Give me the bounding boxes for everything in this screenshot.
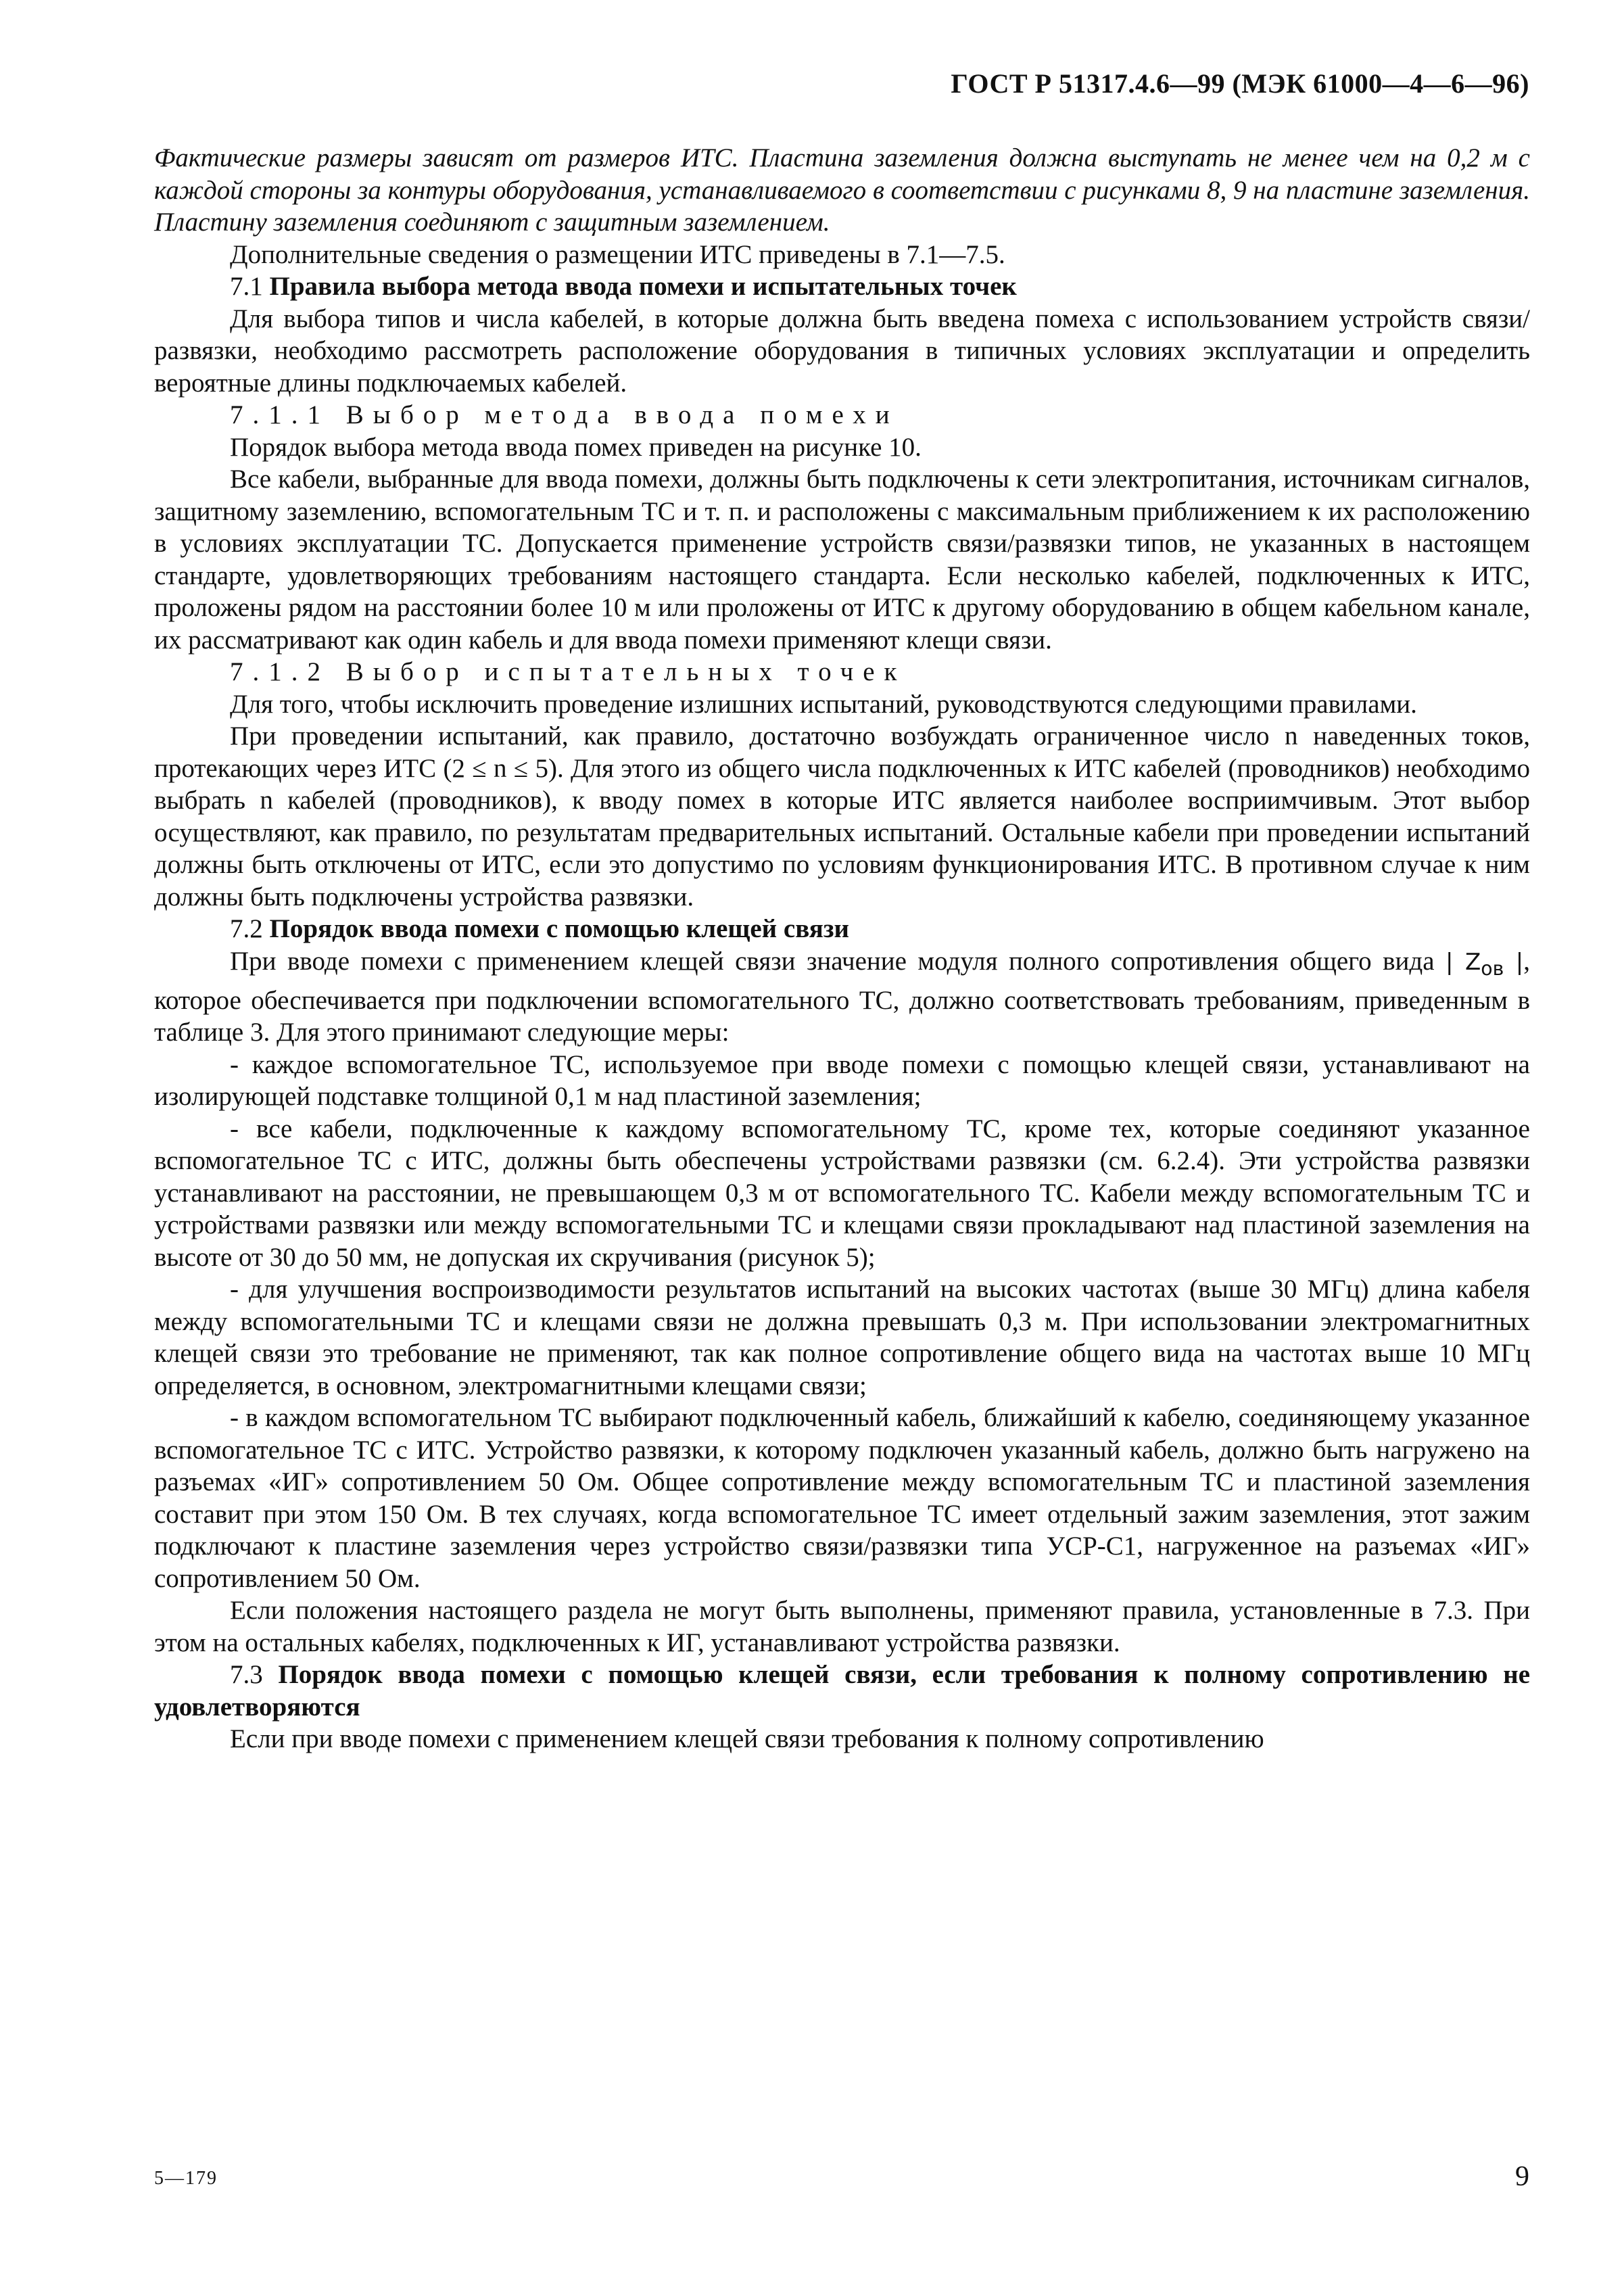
paragraph: Дополнительные сведения о размещении ИТС приведены в 7.1—7.5. xyxy=(230,239,1005,269)
section-title: Порядок ввода помехи с помощью клещей связи, если требования к полному сопротивлению не удовлетворяются xyxy=(154,1660,1531,1722)
section-heading-7-3 xyxy=(154,1659,1530,1723)
paragraph: При проведении испытаний, как правило, достаточно возбуждать ограниченное число n наведенных токов, протекающих через ИТС (2 ≤ n ≤ 5). Для этого из общего числа подключенных к ИТС кабелей (проводников) необходимо выбрать n кабелей (проводников), к вводу помех в которые ИТС является наиболее восприимчивым. Этот выбор осуществляют, как правило, по результатам предварительных испытаний. Остальные кабели при проведении испытаний должны быть отключены от ИТС, если это допустимо по условиям функционирования ИТС. В противном случае к ним должны быть подключены устройства развязки. xyxy=(154,721,1530,911)
impedance-symbol xyxy=(1446,948,1524,980)
document-header: ГОСТ Р 51317.4.6—99 (МЭК 61000—4—6—96) xyxy=(951,68,1529,99)
section-heading-7-1 xyxy=(154,270,1530,303)
text-run: При вводе помехи с применением клещей связи значение модуля полного сопротивления общего вида xyxy=(230,946,1446,976)
paragraph: Для выбора типов и числа кабелей, в которые должна быть введена помеха с использованием устройств связи/развязки, необходимо рассмотреть расположение оборудования в типичных условиях эксплуатации и определить вероятные длины подключаемых кабелей. xyxy=(154,304,1530,398)
subsection-heading-7-1-1: 7.1.1 Выбор метода ввода помехи xyxy=(230,400,899,429)
list-item: - каждое вспомогательное ТС, используемое при вводе помехи с помощью клещей связи, устанавливают на изолирующей подставке толщиной 0,1 м над пластиной заземления; xyxy=(154,1049,1530,1112)
paragraph: Если при вводе помехи с применением клещей связи требования к полному сопротивлению xyxy=(230,1724,1264,1754)
impedance-subscript: ов xyxy=(1481,957,1504,980)
list-item: - для улучшения воспроизводимости результатов испытаний на высоких частотах (выше 30 МГц) длина кабеля между вспомогательными ТС и клещами связи не должна превышать 0,3 м. При использовании электромагнитных клещей связи это требование не применяют, так как полное сопротивление общего вида на частотах выше 10 МГц определяется, в основном, электромагнитными клещами связи; xyxy=(154,1275,1530,1400)
impedance-z: | Z xyxy=(1446,948,1481,976)
paragraph: Порядок выбора метода ввода помех приведен на рисунке 10. xyxy=(230,432,922,462)
paragraph: Если положения настоящего раздела не могут быть выполнены, применяют правила, установленные в 7.3. При этом на остальных кабелях, подключенных к ИГ, устанавливают устройства развязки. xyxy=(154,1596,1530,1657)
footer-code: 5—179 xyxy=(154,2168,218,2189)
section-heading-7-2 xyxy=(154,913,1530,945)
paragraph: Для того, чтобы исключить проведение излишних испытаний, руководствуются следующими правилами. xyxy=(230,689,1417,719)
document-body xyxy=(154,142,1530,1755)
subsection-heading-7-1-2: 7.1.2 Выбор испытательных точек xyxy=(230,657,907,686)
paragraph: Фактические размеры зависят от размеров ИТС. Пластина заземления должна выступать не менее чем на 0,2 м с каждой стороны за контуры оборудования, устанавливаемого в соответствии с рисунками 8, 9 на пластине заземления. Пластину заземления соединяют с защитным заземлением. xyxy=(154,143,1530,237)
section-number: 7.1 xyxy=(230,272,270,301)
paragraph xyxy=(154,945,1530,1049)
paragraph: Все кабели, выбранные для ввода помехи, должны быть подключены к сети электропитания, источникам сигналов, защитному заземлению, вспомогательным ТС и т. п. и расположены с максимальным приближением к их расположению в условиях эксплуатации ТС. Допускается применение устройств связи/развязки типов, не указанных в настоящем стандарте, удовлетворяющих требованиям настоящего стандарта. Если несколько кабелей, подключенных к ИТС, проложены рядом на расстоянии более 10 м или проложены от ИТС к другому оборудованию в общем кабельном канале, их рассматривают как один кабель и для ввода помехи применяют клещи связи. xyxy=(154,465,1530,655)
page-number: 9 xyxy=(1515,2161,1529,2192)
text-run: , которое обеспечивается при подключении вспомогательного ТС, должно соответствовать требованиям, приведенным в таблице 3. Для этого принимают следующие меры: xyxy=(154,946,1530,1047)
list-item: - все кабели, подключенные к каждому вспомогательному ТС, кроме тех, которые соединяют указанное вспомогательное ТС с ИТС, должны быть обеспечены устройствами развязки (см. 6.2.4). Эти устройства развязки устанавливают на расстоянии, не превышающем 0,3 м от вспомогательного ТС. Кабели между вспомогательным ТС и устройствами развязки или между вспомогательными ТС и клещами связи прокладывают над пластиной заземления на высоте от 30 до 50 мм, не допуская их скручивания (рисунок 5); xyxy=(154,1114,1530,1272)
section-title: Правила выбора метода ввода помехи и испытательных точек xyxy=(269,272,1017,301)
impedance-bar: | xyxy=(1504,948,1524,976)
section-number: 7.3 xyxy=(230,1660,279,1690)
section-number: 7.2 xyxy=(230,914,270,943)
list-item: - в каждом вспомогательном ТС выбирают подключенный кабель, ближайший к кабелю, соединяющему указанное вспомогательное ТС с ИТС. Устройство развязки, к которому подключен указанный кабель, должно быть нагружено на разъемах «ИГ» сопротивлением 50 Ом. Общее сопротивление между вспомогательным ТС и пластиной заземления составит при этом 150 Ом. В тех случаях, когда вспомогательное ТС имеет отдельный зажим заземления, этот зажим подключают к пластине заземления через устройство связи/развязки типа УСР-С1, нагруженное на разъемах «ИГ» сопротивлением 50 Ом. xyxy=(154,1403,1530,1593)
section-title: Порядок ввода помехи с помощью клещей связи xyxy=(269,914,849,943)
